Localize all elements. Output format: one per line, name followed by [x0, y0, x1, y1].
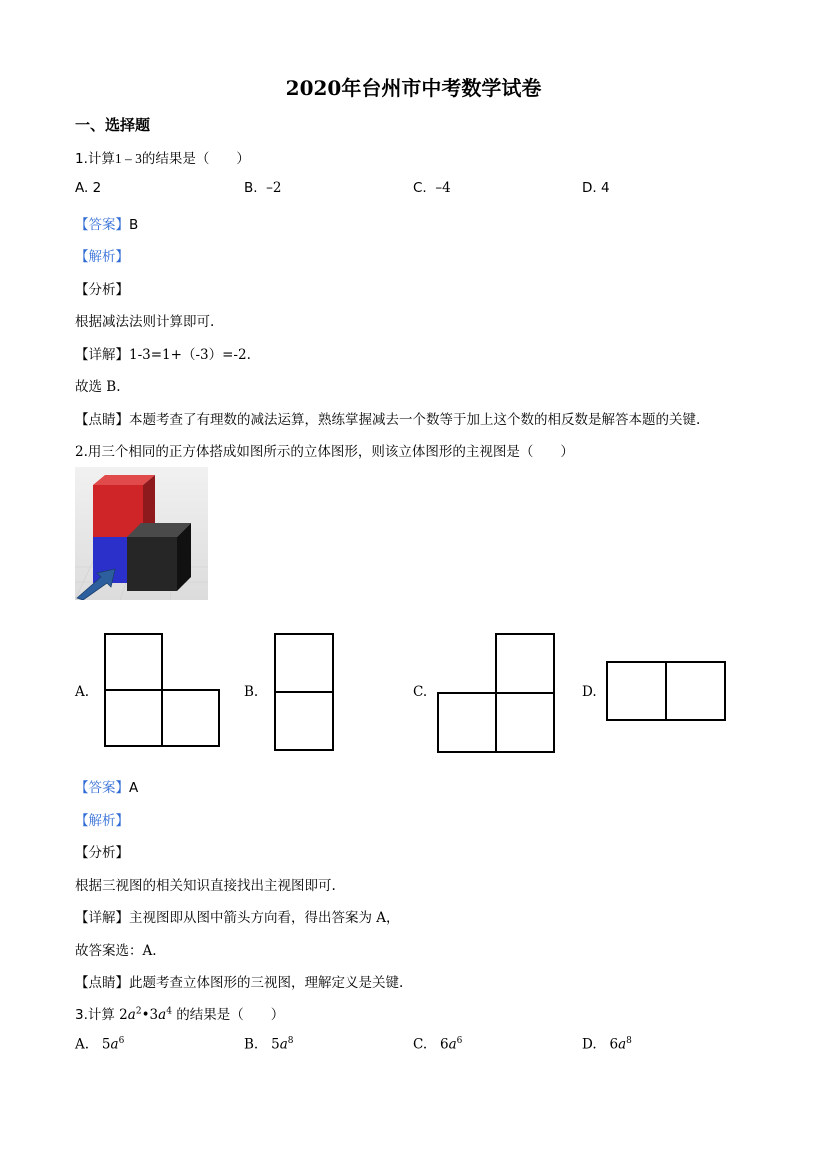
- q1-stem-suffix: 的结果是（ ）: [141, 151, 250, 167]
- black-cube-front: [127, 537, 177, 591]
- q1-option-a: A. 2: [75, 180, 102, 196]
- q2-comment: 【点睛】此题考查立体图形的三视图，理解定义是关键.: [75, 975, 404, 991]
- q2-option-d-label: D.: [582, 684, 597, 700]
- q1-fenxi-tag: 【分析】: [75, 282, 129, 298]
- q2-option-c-figure: [434, 631, 560, 755]
- q1-analysis-tag: 【解析】: [75, 249, 129, 265]
- q2-answer-tag: 【答案】: [75, 780, 129, 796]
- q2-option-c-label: C.: [413, 684, 428, 700]
- q1-answer-tag: 【答案】: [75, 217, 129, 233]
- q3-option-d: D. $6a^8$: [582, 1036, 632, 1053]
- q2-answer: [75, 776, 138, 796]
- q1-option-c: C. –4: [413, 180, 451, 196]
- q1-comment: 【点睛】本题考查了有理数的减法运算，熟练掌握减去一个数等于加上这个数的相反数是解答本题的关键.: [75, 412, 701, 428]
- q3-stem: 3.计算 $2a^2•3a^4$ 的结果是（ ）: [75, 1006, 285, 1023]
- q1-fenxi-text: 根据减法法则计算即可.: [75, 314, 215, 330]
- q1-option-d: D. 4: [582, 180, 610, 196]
- q1-stem-prefix: 1.计算: [75, 151, 115, 167]
- cube-figure-svg: [75, 467, 208, 600]
- q2-option-a-label: A.: [75, 684, 90, 700]
- q1-stem: [75, 147, 250, 167]
- q3-option-c: C. $6a^6$: [413, 1036, 463, 1053]
- q2-answer-value: A: [129, 780, 139, 796]
- q3-stem-math: $2a^2•3a^4$: [114, 1006, 172, 1023]
- q2-stem: 2.用三个相同的正方体搭成如图所示的立体图形，则该立体图形的主视图是（ ）: [75, 444, 574, 460]
- page-title: 2020年台州市中考数学试卷: [285, 76, 542, 100]
- q2-option-a-figure: [100, 631, 222, 749]
- q3-option-b: B. $5a^8$: [244, 1036, 294, 1053]
- q2-detail: 【详解】主视图即从图中箭头方向看，得出答案为 A，: [75, 910, 400, 926]
- q2-fenxi-text: 根据三视图的相关知识直接找出主视图即可.: [75, 878, 336, 894]
- q2-option-d-figure: [604, 659, 728, 723]
- q2-analysis-tag: 【解析】: [75, 813, 129, 829]
- q1-conclusion: 故选 B.: [75, 379, 121, 395]
- q2-fenxi-tag: 【分析】: [75, 845, 129, 861]
- q3-option-a: A. $5a^6$: [75, 1036, 125, 1053]
- cube-figure-image: [75, 467, 208, 600]
- q1-detail: 【详解】1-3=1+（-3）=-2.: [75, 347, 251, 363]
- q2-conclusion: 故答案选：A.: [75, 943, 157, 959]
- q1-stem-math: 1 – 3: [114, 151, 142, 166]
- section-heading: 一、选择题: [75, 116, 151, 134]
- q1-option-b: B. –2: [244, 180, 282, 196]
- q2-option-b-figure: [272, 631, 336, 753]
- q1-answer: [75, 213, 138, 233]
- q2-option-b-label: B.: [244, 684, 259, 700]
- q1-answer-value: B: [129, 217, 139, 233]
